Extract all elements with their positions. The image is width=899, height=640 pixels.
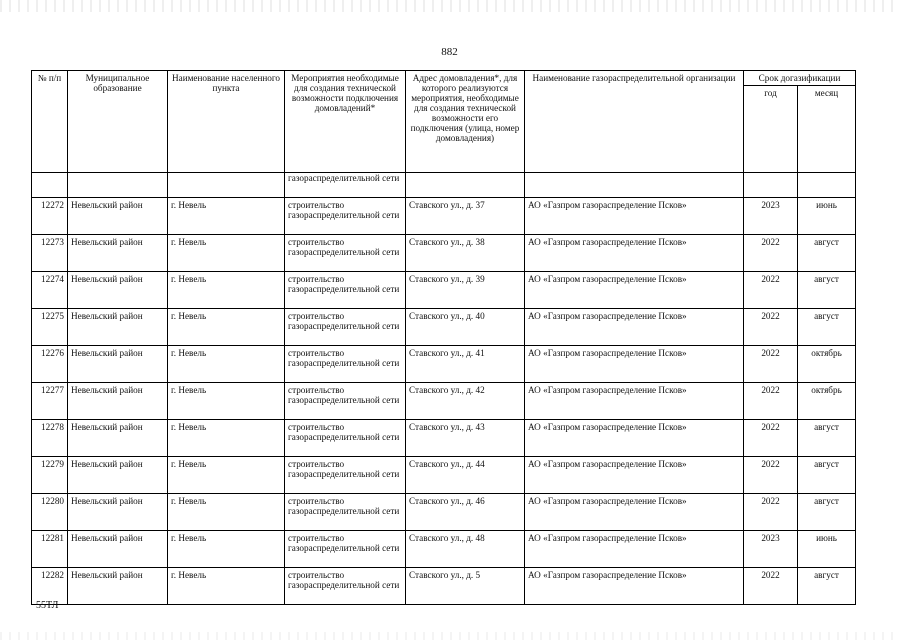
row-district: Невельский район [68,420,168,457]
row-year: 2023 [744,531,798,568]
row-town: г. Невель [168,457,285,494]
table-row [32,531,856,568]
header-address: Адрес домовладения*, для которого реализуются мероприятия, необходимые для создания технической возможности его подключения (улица, номер домовладения) [406,71,525,173]
row-measure: строительство газораспределительной сети [285,531,406,568]
header-settlement: Наименование населенного пункта [168,71,285,173]
table-row [32,568,856,605]
table-row [32,272,856,309]
row-num: 12281 [32,531,68,568]
row-org: АО «Газпром газораспределение Псков» [525,420,744,457]
row-measure: строительство газораспределительной сети [285,235,406,272]
continuation-text: газораспределительной сети [285,173,406,198]
table-row [32,494,856,531]
header-month: месяц [798,86,856,173]
row-month: август [798,568,856,605]
row-address: Ставского ул., д. 37 [406,198,525,235]
row-measure: строительство газораспределительной сети [285,346,406,383]
row-year: 2023 [744,198,798,235]
row-num: 12280 [32,494,68,531]
row-town: г. Невель [168,568,285,605]
row-measure: строительство газораспределительной сети [285,420,406,457]
row-town: г. Невель [168,235,285,272]
row-town: г. Невель [168,420,285,457]
row-address: Ставского ул., д. 48 [406,531,525,568]
row-district: Невельский район [68,383,168,420]
row-month: август [798,309,856,346]
row-org: АО «Газпром газораспределение Псков» [525,531,744,568]
row-address: Ставского ул., д. 38 [406,235,525,272]
row-district: Невельский район [68,531,168,568]
row-org: АО «Газпром газораспределение Псков» [525,235,744,272]
row-district: Невельский район [68,235,168,272]
scan-noise-top [0,0,899,12]
row-org: АО «Газпром газораспределение Псков» [525,568,744,605]
row-district: Невельский район [68,198,168,235]
table-header-row [32,71,856,86]
table-row [32,235,856,272]
row-district: Невельский район [68,272,168,309]
row-town: г. Невель [168,272,285,309]
row-month: июнь [798,531,856,568]
table-row [32,383,856,420]
row-month: август [798,235,856,272]
scan-noise-bottom [0,632,899,640]
row-district: Невельский район [68,568,168,605]
table-row [32,420,856,457]
table-row [32,457,856,494]
row-address: Ставского ул., д. 41 [406,346,525,383]
row-month: октябрь [798,346,856,383]
table-row [32,309,856,346]
row-measure: строительство газораспределительной сети [285,309,406,346]
row-measure: строительство газораспределительной сети [285,457,406,494]
row-month: октябрь [798,383,856,420]
footer-code: 55ТЛ [36,600,59,611]
row-month: июнь [798,198,856,235]
row-num: 12282 [32,568,68,605]
row-org: АО «Газпром газораспределение Псков» [525,309,744,346]
row-measure: строительство газораспределительной сети [285,272,406,309]
header-measures: Мероприятия необходимые для создания технической возможности подключения домовладений* [285,71,406,173]
row-num: 12275 [32,309,68,346]
row-town: г. Невель [168,309,285,346]
row-month: август [798,457,856,494]
row-district: Невельский район [68,346,168,383]
row-town: г. Невель [168,198,285,235]
row-year: 2022 [744,457,798,494]
row-num: 12279 [32,457,68,494]
row-address: Ставского ул., д. 40 [406,309,525,346]
row-district: Невельский район [68,494,168,531]
row-year: 2022 [744,494,798,531]
row-month: август [798,420,856,457]
row-district: Невельский район [68,309,168,346]
row-address: Ставского ул., д. 5 [406,568,525,605]
row-org: АО «Газпром газораспределение Псков» [525,198,744,235]
row-measure: строительство газораспределительной сети [285,494,406,531]
row-district: Невельский район [68,457,168,494]
row-town: г. Невель [168,494,285,531]
header-term: Срок догазификации [744,71,856,86]
row-month: август [798,272,856,309]
row-num: 12273 [32,235,68,272]
table-row [32,346,856,383]
row-address: Ставского ул., д. 42 [406,383,525,420]
header-municipality: Муниципальное образование [68,71,168,173]
row-num: 12278 [32,420,68,457]
row-address: Ставского ул., д. 46 [406,494,525,531]
row-year: 2022 [744,235,798,272]
gasification-table [31,70,856,605]
row-town: г. Невель [168,346,285,383]
table-row [32,198,856,235]
page-number: 882 [441,46,458,58]
row-year: 2022 [744,420,798,457]
row-org: АО «Газпром газораспределение Псков» [525,272,744,309]
row-month: август [798,494,856,531]
row-year: 2022 [744,383,798,420]
row-address: Ставского ул., д. 39 [406,272,525,309]
row-year: 2022 [744,568,798,605]
row-num: 12274 [32,272,68,309]
row-year: 2022 [744,272,798,309]
row-year: 2022 [744,309,798,346]
row-org: АО «Газпром газораспределение Псков» [525,346,744,383]
row-org: АО «Газпром газораспределение Псков» [525,457,744,494]
row-year: 2022 [744,346,798,383]
header-gas-org: Наименование газораспределительной организации [525,71,744,173]
row-num: 12277 [32,383,68,420]
row-num: 12272 [32,198,68,235]
header-num: № п/п [32,71,68,173]
row-measure: строительство газораспределительной сети [285,568,406,605]
row-address: Ставского ул., д. 44 [406,457,525,494]
row-address: Ставского ул., д. 43 [406,420,525,457]
row-town: г. Невель [168,383,285,420]
header-year: год [744,86,798,173]
row-town: г. Невель [168,531,285,568]
row-num: 12276 [32,346,68,383]
row-org: АО «Газпром газораспределение Псков» [525,494,744,531]
continuation-row [32,173,856,198]
row-org: АО «Газпром газораспределение Псков» [525,383,744,420]
row-measure: строительство газораспределительной сети [285,383,406,420]
row-measure: строительство газораспределительной сети [285,198,406,235]
